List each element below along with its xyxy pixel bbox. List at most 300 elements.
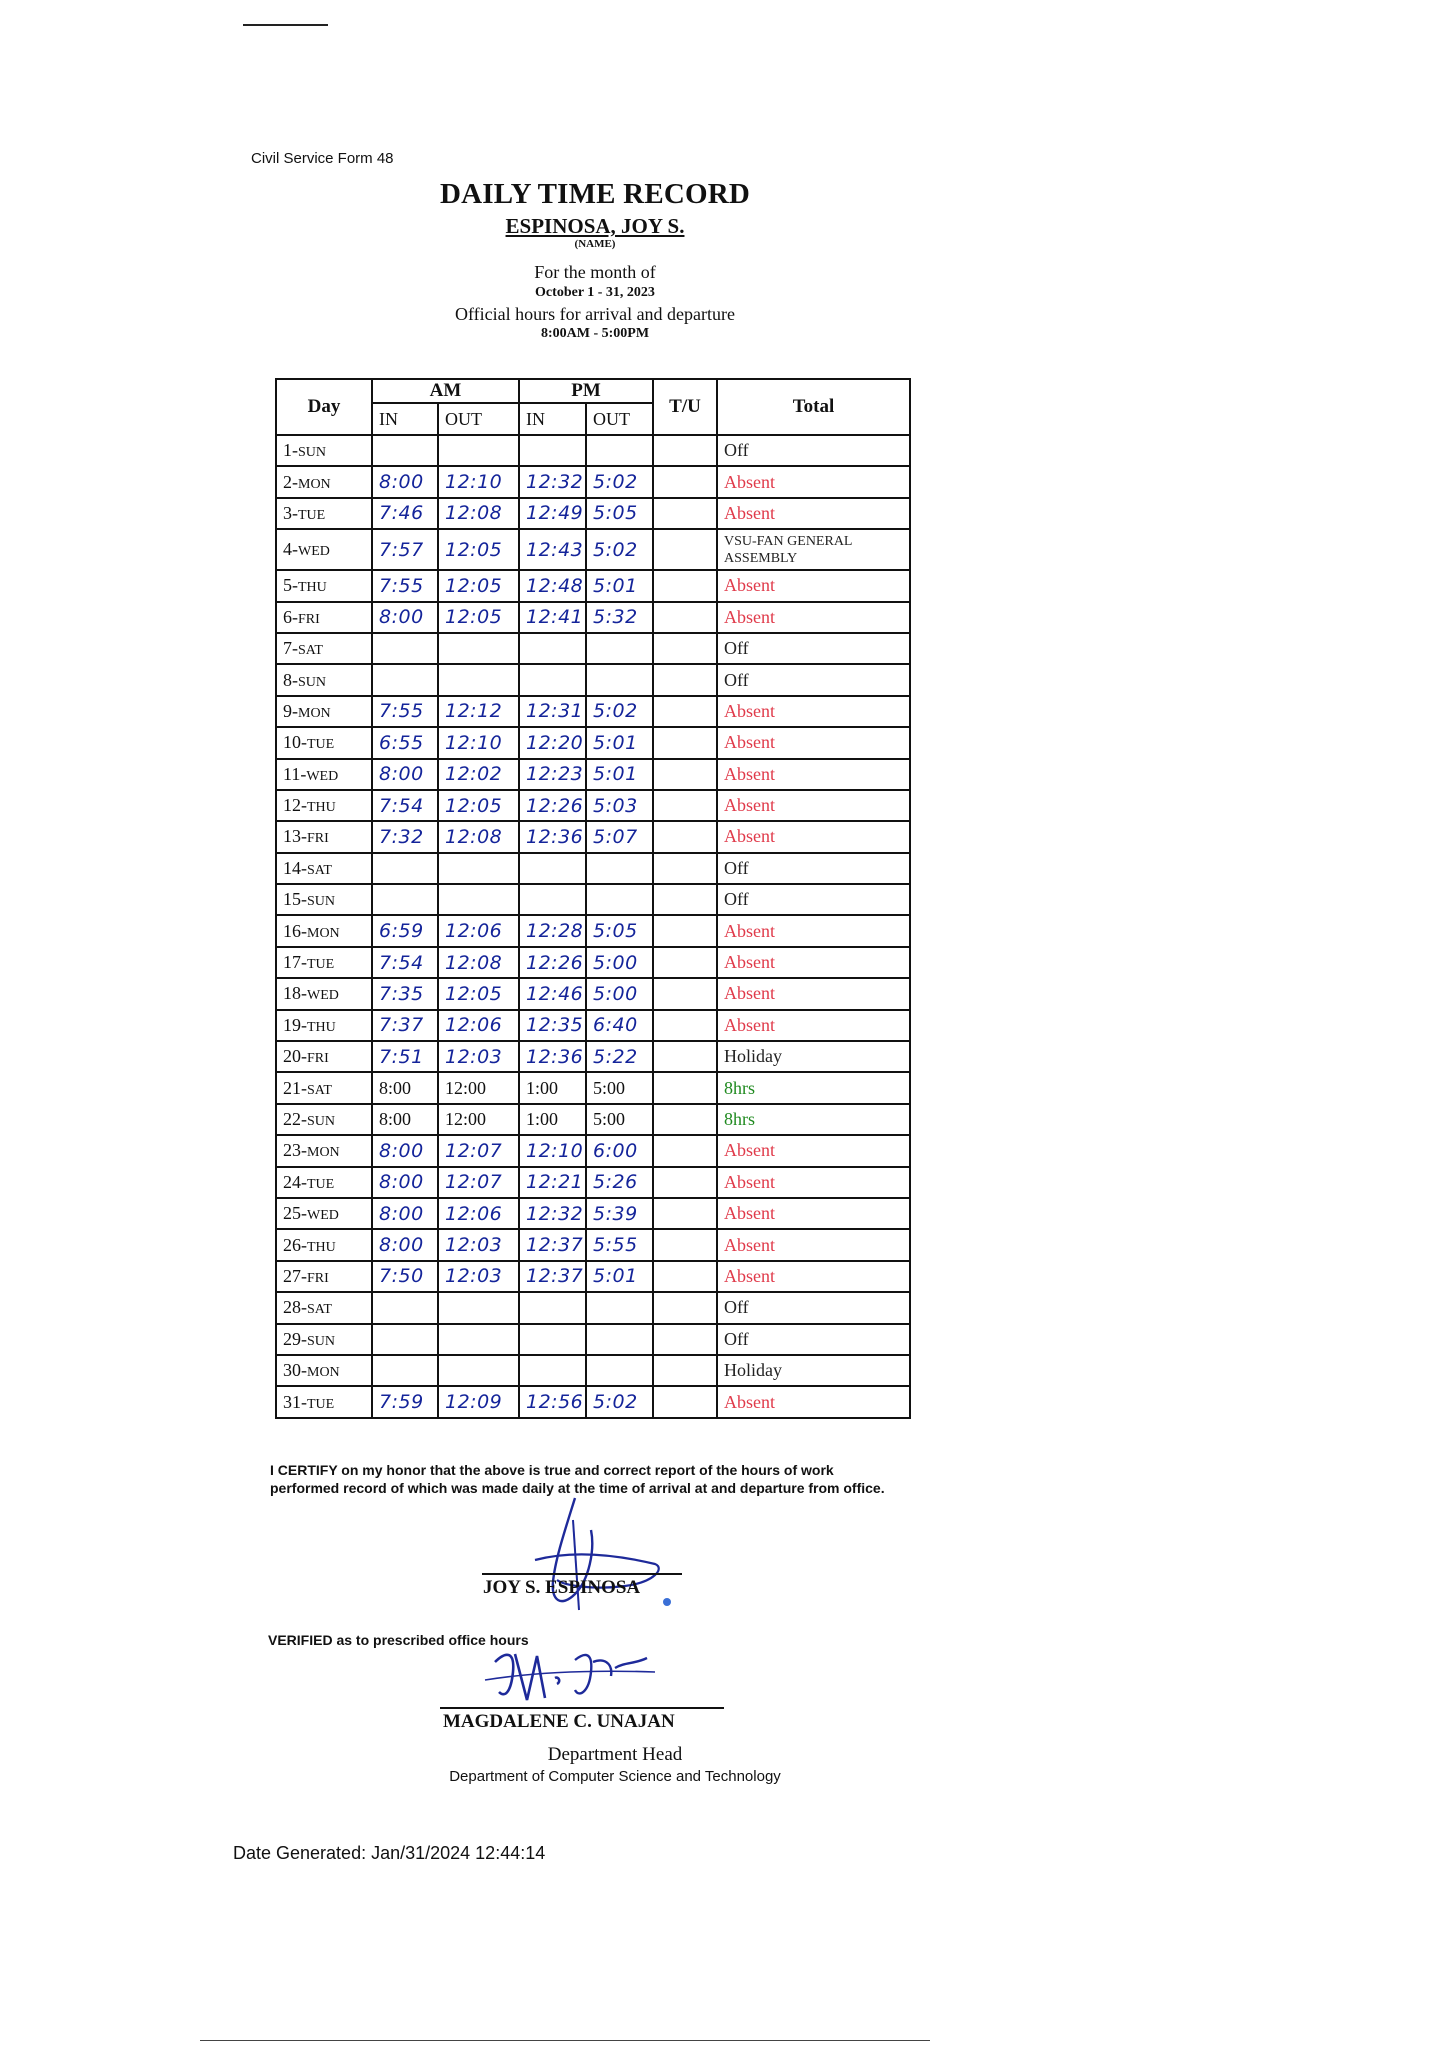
pm-in-cell: 1:00 <box>519 1104 586 1135</box>
tu-cell <box>653 1010 717 1041</box>
tu-cell <box>653 1072 717 1103</box>
tu-cell <box>653 1135 717 1166</box>
table-row <box>276 529 910 570</box>
pm-in-cell: 12:31 <box>519 696 586 727</box>
pm-out-cell: 5:22 <box>586 1041 653 1072</box>
day-separator: - <box>292 606 298 627</box>
total-cell: Off <box>717 884 910 915</box>
table-row <box>276 435 910 466</box>
table-row <box>276 821 910 852</box>
day-separator: - <box>301 1234 307 1255</box>
tu-cell <box>653 1041 717 1072</box>
day-separator: - <box>301 889 307 910</box>
total-cell: Absent <box>717 466 910 497</box>
am-out-cell: 12:03 <box>438 1261 519 1292</box>
header-am-in: IN <box>372 403 438 435</box>
pm-out-cell: 5:05 <box>586 498 653 529</box>
am-out-cell: 12:07 <box>438 1135 519 1166</box>
day-number: 21 <box>283 1077 301 1098</box>
day-weekday: SAT <box>307 862 332 878</box>
pm-out-cell: 5:00 <box>586 947 653 978</box>
am-out-cell <box>438 1324 519 1355</box>
table-row <box>276 1167 910 1198</box>
total-cell: Holiday <box>717 1355 910 1386</box>
am-out-cell: 12:05 <box>438 529 519 570</box>
tu-cell <box>653 1167 717 1198</box>
tu-cell <box>653 727 717 758</box>
day-number: 3 <box>283 502 292 523</box>
am-in-cell <box>372 633 438 664</box>
pm-out-cell <box>586 435 653 466</box>
day-cell <box>276 1041 372 1072</box>
pm-in-cell <box>519 1292 586 1323</box>
day-separator: - <box>292 502 298 523</box>
pm-in-cell <box>519 435 586 466</box>
day-weekday: MON <box>307 1145 340 1161</box>
table-row <box>276 466 910 497</box>
month-value: October 1 - 31, 2023 <box>535 285 655 300</box>
day-number: 16 <box>283 920 301 941</box>
day-separator: - <box>301 1046 307 1067</box>
total-cell: Absent <box>717 1167 910 1198</box>
form-label: Civil Service Form 48 <box>251 150 394 167</box>
pm-out-cell: 6:40 <box>586 1010 653 1041</box>
am-out-cell: 12:10 <box>438 727 519 758</box>
day-cell <box>276 978 372 1009</box>
pm-out-cell: 5:00 <box>586 978 653 1009</box>
pm-out-cell: 5:01 <box>586 727 653 758</box>
day-separator: - <box>301 732 307 753</box>
day-cell <box>276 759 372 790</box>
day-weekday: TUE <box>307 737 335 753</box>
pm-in-cell: 12:32 <box>519 1198 586 1229</box>
day-weekday: MON <box>307 925 340 941</box>
day-number: 13 <box>283 826 301 847</box>
am-out-cell: 12:05 <box>438 570 519 601</box>
pm-out-cell: 5:03 <box>586 790 653 821</box>
total-cell: VSU-FAN GENERAL ASSEMBLY <box>717 529 910 570</box>
tu-cell <box>653 884 717 915</box>
header-pm-in: IN <box>519 403 586 435</box>
total-cell: Absent <box>717 947 910 978</box>
head-signer-name: MAGDALENE C. UNAJAN <box>443 1711 675 1732</box>
tu-cell <box>653 1198 717 1229</box>
pm-in-cell: 12:10 <box>519 1135 586 1166</box>
total-cell: Absent <box>717 915 910 946</box>
pm-in-cell <box>519 853 586 884</box>
day-weekday: TUE <box>298 507 326 523</box>
day-cell <box>276 947 372 978</box>
pm-in-cell <box>519 664 586 695</box>
pm-out-cell: 5:01 <box>586 570 653 601</box>
day-number: 28 <box>283 1297 301 1318</box>
head-department: Department of Computer Science and Technology <box>449 1768 781 1785</box>
header-pm-out: OUT <box>586 403 653 435</box>
day-weekday: WED <box>306 768 339 784</box>
day-separator: - <box>292 440 298 461</box>
tu-cell <box>653 1355 717 1386</box>
pm-in-cell: 1:00 <box>519 1072 586 1103</box>
day-weekday: TUE <box>307 957 335 973</box>
pm-out-cell <box>586 1355 653 1386</box>
am-out-cell <box>438 1355 519 1386</box>
head-signature <box>475 1632 665 1712</box>
table-row <box>276 1229 910 1260</box>
am-in-cell: 8:00 <box>372 1135 438 1166</box>
table-row <box>276 1135 910 1166</box>
pm-in-cell: 12:35 <box>519 1010 586 1041</box>
day-separator: - <box>301 1360 307 1381</box>
am-out-cell: 12:05 <box>438 978 519 1009</box>
day-weekday: TUE <box>307 1176 335 1192</box>
day-weekday: SAT <box>307 1082 332 1098</box>
day-weekday: SAT <box>298 643 323 659</box>
am-out-cell: 12:06 <box>438 1198 519 1229</box>
total-cell: Absent <box>717 821 910 852</box>
am-in-cell: 8:00 <box>372 1104 438 1135</box>
tu-cell <box>653 570 717 601</box>
day-weekday: FRI <box>307 831 329 847</box>
head-title: Department Head <box>547 1744 683 1765</box>
am-out-cell <box>438 435 519 466</box>
day-cell <box>276 1355 372 1386</box>
time-record-table <box>275 378 911 1419</box>
table-row <box>276 570 910 601</box>
pm-in-cell: 12:28 <box>519 915 586 946</box>
tu-cell <box>653 1324 717 1355</box>
day-cell <box>276 466 372 497</box>
am-out-cell: 12:03 <box>438 1041 519 1072</box>
day-weekday: WED <box>307 1208 339 1224</box>
total-cell: Absent <box>717 727 910 758</box>
pm-in-cell: 12:32 <box>519 466 586 497</box>
tu-cell <box>653 602 717 633</box>
scan-mark <box>243 24 328 26</box>
am-out-cell: 12:05 <box>438 790 519 821</box>
tu-cell <box>653 947 717 978</box>
am-in-cell: 7:55 <box>372 570 438 601</box>
tu-cell <box>653 759 717 790</box>
total-cell: Absent <box>717 570 910 601</box>
total-cell: Absent <box>717 1386 910 1417</box>
day-separator: - <box>300 763 307 784</box>
total-cell: Off <box>717 853 910 884</box>
day-separator: - <box>301 1109 307 1129</box>
table-row <box>276 1041 910 1072</box>
header-pm: PM <box>519 379 653 403</box>
am-out-cell: 12:05 <box>438 602 519 633</box>
pm-out-cell: 5:01 <box>586 1261 653 1292</box>
tu-cell <box>653 1229 717 1260</box>
day-weekday: THU <box>298 580 327 596</box>
day-cell <box>276 1292 372 1323</box>
day-separator: - <box>301 1171 307 1192</box>
day-cell <box>276 498 372 529</box>
am-in-cell: 8:00 <box>372 1167 438 1198</box>
day-number: 9 <box>283 700 292 721</box>
am-in-cell: 7:55 <box>372 696 438 727</box>
am-out-cell: 12:03 <box>438 1229 519 1260</box>
am-out-cell: 12:10 <box>438 466 519 497</box>
am-out-cell: 12:12 <box>438 696 519 727</box>
am-in-cell: 8:00 <box>372 602 438 633</box>
day-cell <box>276 1104 372 1135</box>
table-row <box>276 1072 910 1103</box>
total-cell: Absent <box>717 1229 910 1260</box>
tu-cell <box>653 915 717 946</box>
day-number: 29 <box>283 1328 301 1349</box>
pm-in-cell <box>519 633 586 664</box>
table-row <box>276 947 910 978</box>
day-weekday: THU <box>307 800 336 816</box>
pm-out-cell: 5:02 <box>586 1386 653 1417</box>
day-cell <box>276 633 372 664</box>
day-cell <box>276 884 372 915</box>
day-cell <box>276 1229 372 1260</box>
header-am-out: OUT <box>438 403 519 435</box>
pm-out-cell: 5:02 <box>586 529 653 570</box>
total-cell: Off <box>717 633 910 664</box>
day-separator: - <box>301 857 307 878</box>
am-out-cell <box>438 1292 519 1323</box>
tu-cell <box>653 821 717 852</box>
table-row <box>276 602 910 633</box>
day-separator: - <box>301 1391 307 1412</box>
employee-name: ESPINOSA, JOY S. <box>505 214 685 238</box>
day-weekday: FRI <box>307 1051 329 1067</box>
total-cell: Off <box>717 664 910 695</box>
tu-cell <box>653 1292 717 1323</box>
pm-out-cell: 6:00 <box>586 1135 653 1166</box>
day-number: 30 <box>283 1360 301 1381</box>
am-out-cell <box>438 633 519 664</box>
tu-cell <box>653 435 717 466</box>
employee-signature <box>505 1490 685 1620</box>
name-caption: (NAME) <box>574 238 616 250</box>
total-cell: Absent <box>717 696 910 727</box>
pm-in-cell: 12:49 <box>519 498 586 529</box>
am-in-cell <box>372 1292 438 1323</box>
am-in-cell: 8:00 <box>372 1198 438 1229</box>
day-number: 8 <box>283 669 292 690</box>
total-cell: Absent <box>717 602 910 633</box>
am-in-cell <box>372 1355 438 1386</box>
day-weekday: TUE <box>307 1396 335 1412</box>
am-in-cell <box>372 435 438 466</box>
day-cell <box>276 1261 372 1292</box>
day-number: 5 <box>283 575 292 596</box>
table-row <box>276 664 910 695</box>
day-separator: - <box>301 1140 307 1161</box>
day-cell <box>276 1324 372 1355</box>
pm-in-cell: 12:41 <box>519 602 586 633</box>
employee-signer-name: JOY S. ESPINOSA <box>483 1577 641 1598</box>
pm-out-cell <box>586 853 653 884</box>
day-number: 27 <box>283 1265 301 1286</box>
pm-in-cell: 12:21 <box>519 1167 586 1198</box>
table-row <box>276 1010 910 1041</box>
header-day: Day <box>276 379 372 435</box>
day-separator: - <box>301 1203 307 1224</box>
day-separator: - <box>301 795 307 816</box>
day-number: 10 <box>283 732 301 753</box>
am-out-cell <box>438 664 519 695</box>
head-signature-line <box>440 1707 724 1709</box>
total-cell: Holiday <box>717 1041 910 1072</box>
pm-in-cell: 12:36 <box>519 821 586 852</box>
employee-signature-line <box>482 1573 682 1575</box>
am-in-cell <box>372 664 438 695</box>
tu-cell <box>653 1386 717 1417</box>
table-row <box>276 853 910 884</box>
am-in-cell: 8:00 <box>372 759 438 790</box>
day-number: 12 <box>283 795 301 816</box>
day-number: 24 <box>283 1171 301 1192</box>
day-number: 1 <box>283 440 292 461</box>
tu-cell <box>653 978 717 1009</box>
day-number: 25 <box>283 1203 301 1224</box>
day-separator: - <box>292 539 298 560</box>
day-weekday: SUN <box>307 894 336 910</box>
pm-in-cell: 12:48 <box>519 570 586 601</box>
day-separator: - <box>292 471 298 492</box>
hours-value: 8:00AM - 5:00PM <box>540 326 650 341</box>
tu-cell <box>653 664 717 695</box>
day-separator: - <box>301 1328 307 1349</box>
tu-cell <box>653 633 717 664</box>
am-out-cell: 12:08 <box>438 947 519 978</box>
am-in-cell: 8:00 <box>372 1229 438 1260</box>
total-cell: Absent <box>717 1198 910 1229</box>
am-out-cell: 12:00 <box>438 1072 519 1103</box>
tu-cell <box>653 498 717 529</box>
day-number: 15 <box>283 889 301 910</box>
pm-out-cell: 5:00 <box>586 1072 653 1103</box>
day-weekday: WED <box>307 988 339 1004</box>
table-row <box>276 1386 910 1417</box>
table-row <box>276 727 910 758</box>
am-in-cell: 7:37 <box>372 1010 438 1041</box>
day-weekday: FRI <box>307 1270 329 1286</box>
pm-in-cell: 12:23 <box>519 759 586 790</box>
pm-out-cell: 5:07 <box>586 821 653 852</box>
pm-in-cell: 12:36 <box>519 1041 586 1072</box>
day-number: 22 <box>283 1109 301 1129</box>
total-cell: Absent <box>717 978 910 1009</box>
am-out-cell: 12:00 <box>438 1104 519 1135</box>
pm-in-cell <box>519 884 586 915</box>
am-in-cell: 7:57 <box>372 529 438 570</box>
day-number: 23 <box>283 1140 301 1161</box>
day-number: 17 <box>283 952 301 973</box>
day-weekday: THU <box>307 1239 336 1255</box>
table-body <box>276 435 910 1418</box>
pm-out-cell: 5:01 <box>586 759 653 790</box>
pm-in-cell: 12:26 <box>519 947 586 978</box>
pm-in-cell: 12:26 <box>519 790 586 821</box>
pm-in-cell: 12:20 <box>519 727 586 758</box>
am-out-cell: 12:08 <box>438 498 519 529</box>
day-weekday: FRI <box>298 611 320 627</box>
day-separator: - <box>292 575 298 596</box>
total-cell: Off <box>717 1324 910 1355</box>
day-cell <box>276 853 372 884</box>
pm-out-cell: 5:26 <box>586 1167 653 1198</box>
am-in-cell: 8:00 <box>372 466 438 497</box>
tu-cell <box>653 696 717 727</box>
day-separator: - <box>301 920 307 941</box>
hours-caption: Official hours for arrival and departure <box>454 304 736 324</box>
day-weekday: SUN <box>307 1114 336 1129</box>
pm-in-cell: 12:37 <box>519 1261 586 1292</box>
day-number: 7 <box>283 638 292 659</box>
pm-in-cell: 12:37 <box>519 1229 586 1260</box>
total-cell: 8hrs <box>717 1104 910 1135</box>
day-cell <box>276 727 372 758</box>
am-out-cell: 12:06 <box>438 1010 519 1041</box>
day-separator: - <box>292 700 298 721</box>
table-row <box>276 696 910 727</box>
day-weekday: SAT <box>307 1302 332 1318</box>
day-separator: - <box>301 1265 307 1286</box>
tu-cell <box>653 1261 717 1292</box>
day-cell <box>276 821 372 852</box>
pm-out-cell: 5:02 <box>586 466 653 497</box>
day-separator: - <box>301 952 307 973</box>
day-number: 18 <box>283 983 301 1004</box>
scan-edge-line <box>200 2040 930 2041</box>
verified-text: VERIFIED as to prescribed office hours <box>268 1632 529 1648</box>
am-in-cell: 7:54 <box>372 790 438 821</box>
day-number: 14 <box>283 857 301 878</box>
total-cell: Off <box>717 435 910 466</box>
page-title: DAILY TIME RECORD <box>439 178 751 210</box>
table-row <box>276 884 910 915</box>
day-cell <box>276 1135 372 1166</box>
tu-cell <box>653 1104 717 1135</box>
day-cell <box>276 664 372 695</box>
date-generated: Date Generated: Jan/31/2024 12:44:14 <box>233 1843 546 1863</box>
total-cell: Absent <box>717 1010 910 1041</box>
day-weekday: THU <box>307 1019 336 1035</box>
day-cell <box>276 1386 372 1417</box>
day-weekday: SUN <box>298 445 327 461</box>
pm-out-cell <box>586 884 653 915</box>
am-out-cell <box>438 884 519 915</box>
table-row <box>276 1261 910 1292</box>
table-row <box>276 790 910 821</box>
day-separator: - <box>301 1014 307 1035</box>
table-row <box>276 1324 910 1355</box>
pm-out-cell: 5:02 <box>586 696 653 727</box>
table-row <box>276 759 910 790</box>
total-cell: 8hrs <box>717 1072 910 1103</box>
total-cell: Absent <box>717 790 910 821</box>
header-tu: T/U <box>653 379 717 435</box>
pm-out-cell <box>586 633 653 664</box>
am-in-cell: 7:32 <box>372 821 438 852</box>
day-cell <box>276 435 372 466</box>
certification-text: I CERTIFY on my honor that the above is true and correct report of the hours of work performed record of which was made daily at the time of arrival at and departure from office. <box>270 1462 885 1496</box>
pm-out-cell: 5:05 <box>586 915 653 946</box>
total-cell: Absent <box>717 498 910 529</box>
day-cell <box>276 1198 372 1229</box>
day-separator: - <box>301 983 307 1004</box>
day-number: 26 <box>283 1234 301 1255</box>
pm-out-cell <box>586 664 653 695</box>
day-number: 19 <box>283 1014 301 1035</box>
day-number: 20 <box>283 1046 301 1067</box>
